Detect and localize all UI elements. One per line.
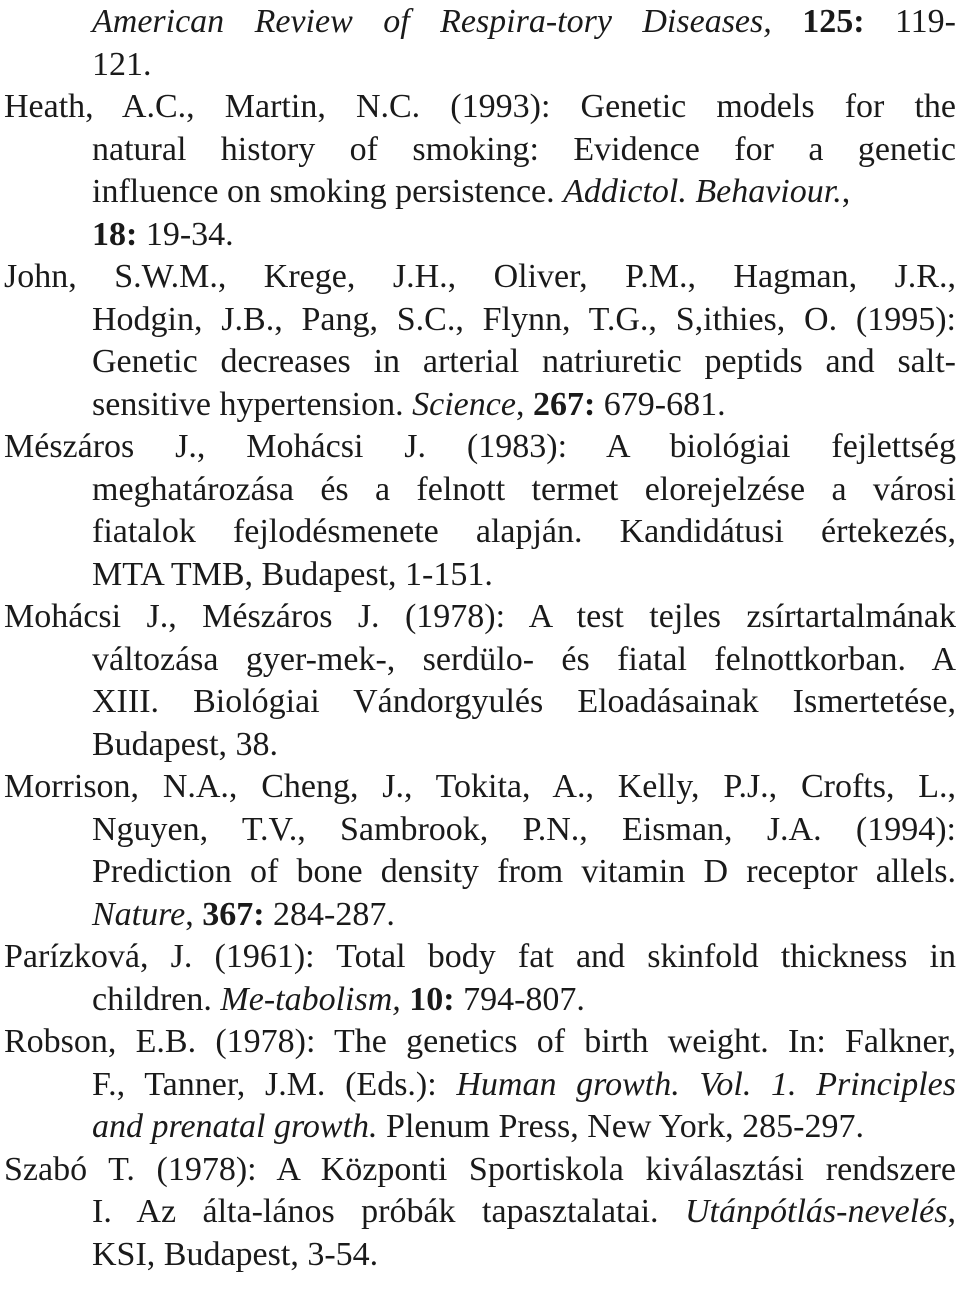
reference-text: Szabó T. (1978): A Központi Sportiskola kiválasztási rendszere [4,1150,956,1188]
reference-entry-line [92,170,956,213]
reference-entry-first-line [4,1148,956,1191]
reference-entry-line [92,43,956,86]
reference-text: 121. [92,45,152,83]
volume-number: 125: [802,3,865,40]
reference-entry-line [92,213,956,256]
reference-text: Genetic decreases in arterial natriuretic peptids and salt- [92,343,956,380]
reference-entry-first-line [4,1020,956,1063]
volume-number: 10: [409,980,455,1018]
reference-entry-first-line [4,935,956,978]
reference-entry-line [92,723,956,766]
reference-entry-line [92,468,956,511]
reference-entry-line [92,298,956,341]
journal-title: Me-tabolism, [220,980,401,1018]
reference-entry-line [92,808,956,851]
reference-entry-line [92,1063,956,1106]
reference-text: 19-34. [137,215,234,253]
reference-entry-line [92,1105,956,1148]
reference-entry-line [92,340,956,383]
reference-text: I. Az álta-lános próbák tapasztalatai. [92,1193,685,1230]
volume-number: 367: [202,895,265,933]
reference-text: meghatározása és a felnott termet elorejelzése a városi [92,470,956,508]
reference-text: Nguyen, T.V., Sambrook, P.N., Eisman, J.A. (1994): [92,810,956,848]
reference-text: Morrison, N.A., Cheng, J., Tokita, A., Kelly, P.J., Crofts, L., [4,768,956,805]
reference-entry-first-line [4,85,956,128]
journal-title: Nature [92,895,186,933]
reference-text: Heath, A.C., Martin, N.C. (1993): Genetic models for the [4,88,956,125]
reference-text: MTA TMB, Budapest, 1-151. [92,555,493,593]
reference-text: influence on smoking persistence. [92,173,564,210]
reference-entry-line [92,128,956,171]
reference-text: Prediction of bone density from vitamin D receptor allels. [92,853,956,890]
reference-text: John, S.W.M., Krege, J.H., Oliver, P.M., Hagman, J.R., [4,258,956,295]
reference-text: Mészáros J., Mohácsi J. (1983): A biológiai fejlettség [4,428,956,465]
reference-text: Robson, E.B. (1978): The genetics of birth weight. In: Falkner, [4,1023,956,1060]
journal-title: Science [412,385,516,423]
reference-entry-line [92,850,956,893]
reference-entry-line [92,1190,956,1233]
volume-number: 267: [532,385,596,423]
reference-text: 794-807. [454,980,585,1018]
reference-text: , [947,1193,956,1230]
reference-text: sensitive hypertension. [92,385,413,423]
volume-number: 18: [92,215,138,253]
reference-text: 284-287. [264,895,395,933]
reference-text: KSI, Budapest, 3-54. [92,1235,379,1273]
reference-entry-first-line [4,425,956,468]
reference-text: , [515,385,533,423]
reference-text: natural history of smoking: Evidence for a genetic [92,130,956,168]
journal-title: Human growth. Vol. 1. Principles [456,1065,956,1103]
reference-text: children. [92,980,221,1018]
reference-text [772,3,802,40]
reference-text: 679-681. [595,385,726,423]
journal-title: Addictol. Behaviour. [563,173,842,210]
reference-entry-line [92,893,956,936]
reference-entry-line [92,638,956,681]
reference-entry-line [92,680,956,723]
reference-text: , [841,173,851,210]
reference-text: változása gyer-mek-, serdülo- és fiatal felnottkorban. A [92,640,956,678]
reference-entry-line [92,0,956,43]
reference-entry-first-line [4,255,956,298]
reference-text [401,981,410,1018]
reference-text: Plenum Press, New York, 285-297. [377,1108,864,1145]
journal-title: and prenatal growth. [92,1108,378,1145]
reference-text: 119- [864,3,957,40]
reference-entry-line [92,553,956,596]
reference-text: Budapest, 38. [92,725,279,763]
reference-text: fiatalok fejlodésmenete alapján. Kandidátusi értekezés, [92,513,956,550]
reference-text: , [185,895,203,933]
reference-text: F., Tanner, J.M. (Eds.): [92,1065,457,1103]
reference-text: XIII. Biológiai Vándorgyulés Eloadásainak Ismertetése, [92,683,956,720]
reference-entry-line [92,1233,956,1276]
reference-text: Parízková, J. (1961): Total body fat and skinfold thickness in [4,938,956,975]
journal-title: American Review of Respira-tory Diseases, [92,3,772,40]
reference-text: Hodgin, J.B., Pang, S.C., Flynn, T.G., S,ithies, O. (1995): [92,300,956,338]
reference-entry-first-line [4,765,956,808]
journal-title: Utánpótlás-nevelés [685,1193,948,1230]
reference-entry-line [92,978,956,1021]
reference-text: Mohácsi J., Mészáros J. (1978): A test tejles zsírtartalmának [4,598,956,635]
reference-entry-line [92,510,956,553]
reference-entry-first-line [4,595,956,638]
reference-entry-line [92,383,956,426]
